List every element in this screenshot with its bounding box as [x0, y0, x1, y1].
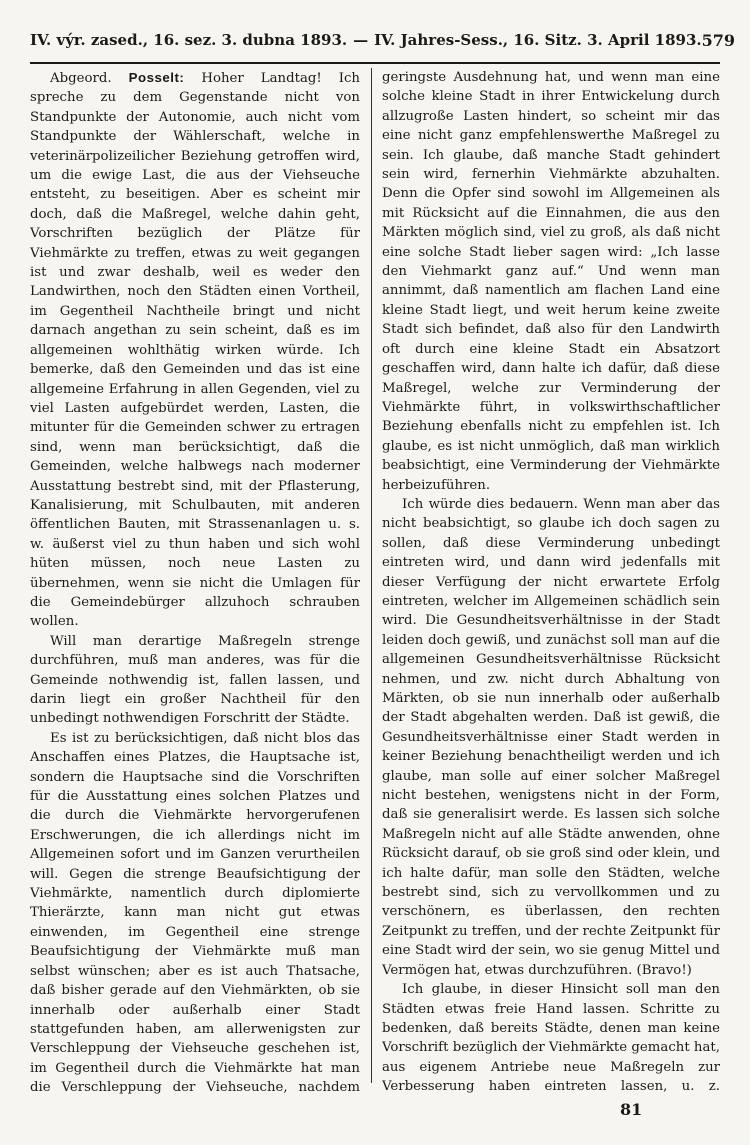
page-number: 579 [701, 30, 736, 50]
speech-paragraph [30, 68, 360, 632]
header-czech: IV. výr. zased., 16. sez. 3. dubna 1893. [30, 31, 348, 49]
text-columns [30, 68, 720, 1098]
sheet-number: 81 [620, 1100, 643, 1119]
paragraph: Will man derartige Maßregeln strenge durchführen, muß man anderes, was für die Gemeinde nothwendig ist, fallen lassen, und darin liegt ein großer Nachtheil für den unbedingt nothwendigen Forschritt der Städte. [30, 633, 360, 727]
paragraph: Es ist zu berücksichtigen, daß nicht blos das Anschaffen eines Platzes, die Hauptsache ist, sondern die Hauptsache sind die Vorschriften für die Ausstattung eines solchen Platzes und die durch die Viehmärkte hervorgerufenen Erschwerungen, die ich allerdings nicht im Allgemeinen sofort und im Ganzen verurtheilen will. Gegen die strenge Beaufsichtigung der Viehmärkte, namentlich durch diplomierte Thierärzte, kann man nicht gut etwas einwenden, im Gegentheil eine strenge Beaufsichtigung der Viehmärkte muß man selbst wünschen; aber es ist auch Thatsache, daß bisher gerade auf den Viehmärkten, ob sie innerhalb oder außerhalb einer Stadt stattgefunden haben, am allerwenigsten zur Verschleppung der Viehseuche geschehen ist, im Gegentheil durch die Viehmärkte hat man die Verschleppung der Viehseuche, nachdem [30, 730, 360, 1096]
paragraph: Ich glaube, in dieser Hinsicht soll man den Städten etwas freie Hand lassen. Schritte zu bedenken, daß bereits Städte, denen man keine Vorschrift bezüglich der Viehmärkte gemacht hat, aus eigenem Antriebe neue Maßregeln zur Verbesserung haben eintreten lassen, u. z. [382, 982, 720, 1095]
paragraph-continued: geringste Ausdehnung hat, und wenn man eine solche kleine Stadt in ihrer Entwickelung durch allzugroße Lasten hindert, so scheint mir das eine nicht ganz empfehlenswerthe Maßregel zu sein. Ich glaube, daß manche Stadt gehindert sein wird, fernerhin Viehmärkte abzuhalten. Denn die Opfer sind sowohl im Allgemeinen als mit Rücksicht auf die Einnahmen, die aus den Märkten möglich sind, viel zu groß, als daß nicht eine solche Stadt lieber sagen wird: „Ich lasse den Viehmarkt ganz auf.“ Und wenn man annimmt, daß namentlich am flachen Land eine kleine Stadt liegt, und weit herum keine zweite Stadt sich befindet, daß also für den Landwirth oft durch eine kleine Stadt ein Absatzort geschaffen wird, dann halte ich dafür, daß diese Maßregel, welche zur Verminderung der Viehmärkte führt, in volkswirthschaftlicher Beziehung ebenfalls nicht zu empfehlen ist. Ich glaube, es ist nicht unmöglich, daß man wirklich beabsichtigt, eine Verminderung der Viehmärkte herbeizuführen. [382, 70, 720, 493]
speaker-name: Posselt: [128, 70, 185, 85]
header-separator: — [353, 31, 369, 49]
right-column [382, 68, 720, 1098]
column-divider [371, 68, 372, 1083]
speaker-title: Abgeord. [50, 71, 112, 86]
paragraph: Ich würde dies bedauern. Wenn man aber das nicht beabsichtigt, so glaube ich doch sagen zu sollen, daß diese Verminderung unbedingt eintreten wird, und dann wird jedenfalls mit dieser Verfügung der nicht erwartete Erfolg eintreten, welcher im Allgemeinen schädlich sein wird. Die Gesundheitsverhältnisse in der Stadt leiden doch gewiß, und zunächst soll man auf die allgemeinen Gesundheitsverhältnisse Rücksicht nehmen, und zw. nicht durch Abhaltung von Märkten, ob sie nun innerhalb oder außerhalb der Stadt abgehalten werden. Daß ist gewiß, die Gesundheitsverhältnisse einer Stadt werden in keiner Beziehung benachtheiligt werden und ich glaube, man solle auf einer solcher Maßregel nicht bestehen, wenigstens nicht in der Form, daß sie generalisirt werde. Es lassen sich solche Maßregeln nicht auf alle Städte anwenden, ohne Rücksicht darauf, ob sie groß sind oder klein, und ich halte dafür, man solle den Städten, welche bestrebt sind, sich zu vervollkommen und zu verschönern, es überlassen, den rechten Zeitpunkt zu treffen, und der rechte Zeitpunkt für eine Stadt wird der sein, wo sie genug Mittel und Vermögen hat, etwas durchzuführen. (Bravo!) [382, 496, 720, 978]
left-column [30, 68, 360, 1098]
header-german: IV. Jahres-Sess., 16. Sitz. 3. April 1893. [374, 31, 702, 49]
paragraph-text: Hoher Landtag! Ich spreche zu dem Gegenstande nicht von Standpunkte der Autonomie, auch nicht vom Standpunkte der Wählerschaft, welche in veterinärpolizeilicher Beziehung getroffen wird, um die ewige Last, die aus der Viehseuche entsteht, zu beseitigen. Aber es scheint mir doch, daß die Maßregel, welche dahin geht, Vorschriften bezüglich der Plätze für Viehmärkte zu treffen, etwas zu weit gegangen ist und zwar deshalb, weil es weder den Landwirthen, noch den Städten einen Vortheil, im Gegentheil Nachtheile bringt und nicht darnach angethan zu sein scheint, daß es im allgemeinen wohlthätig wirken würde. Ich bemerke, daß den Gemeinden und das ist eine allgemeine Erfahrung in allen Gegenden, viel zu viel Lasten aufgebürdet werden, Lasten, die mitunter für die Gemeinden schwer zu ertragen sind, wenn man berücksichtigt, daß die Gemeinden, welche halbwegs nach moderner Ausstattung bestrebt sind, mit der Pflasterung, Kanalisierung, mit Schulbauten, mit anderen öffentlichen Bauten, mit Strassenanlagen u. s. w. äußerst viel zu thun haben und sich wohl hüten müssen, noch neue Lasten zu übernehmen, wenn sie nicht die Umlagen für die Gemeindebürger allzuhoch schrauben wollen. [30, 71, 360, 630]
page-header [30, 18, 736, 64]
